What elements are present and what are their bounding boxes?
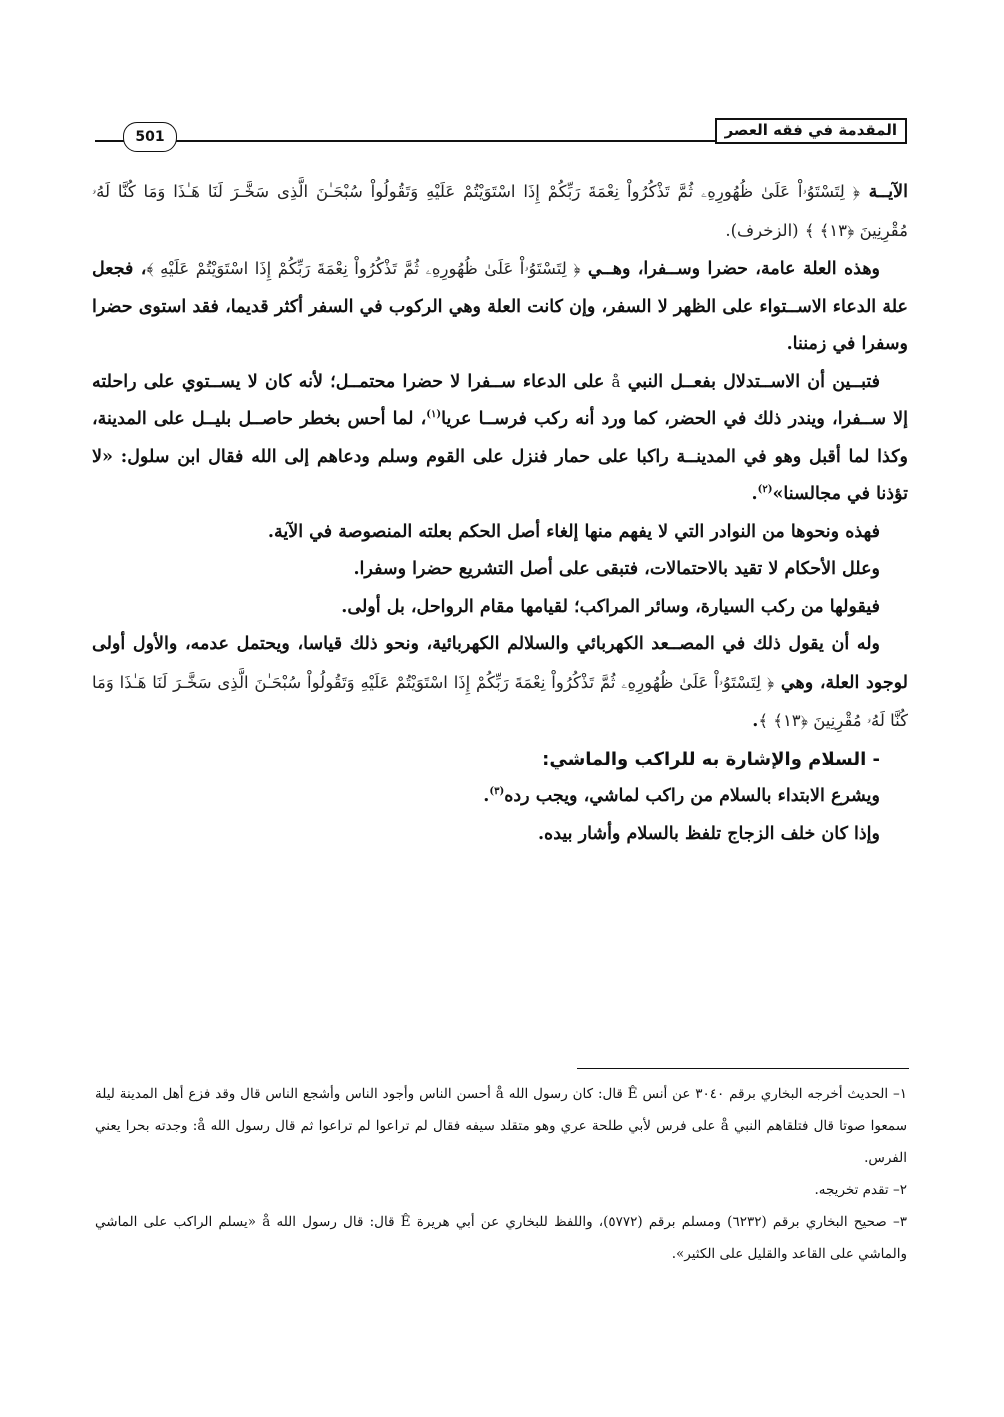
salutation-symbol: å <box>495 1086 504 1102</box>
header-title: المقدمة في فقه العصر <box>715 118 907 144</box>
footnote-3 <box>95 1206 907 1270</box>
paragraph-glass: وإذا كان خلف الزجاج تلفظ بالسلام وأشار بيده. <box>537 823 880 844</box>
paragraph-general-cause <box>92 250 908 364</box>
footnote-text: قال: كان رسول الله <box>508 1086 623 1102</box>
paragraph-rulings: وعلل الأحكام لا تقيد بالاحتمالات، فتبقى على أصل التشريع حضرا وسفرا. <box>353 559 880 579</box>
footnote-2: ٢– تقدم تخريجه. <box>814 1182 907 1198</box>
paragraph-text: . <box>752 711 759 731</box>
honorific-symbol: Ê <box>627 1086 638 1102</box>
salutation-symbol: å <box>197 1118 206 1134</box>
salutation-symbol: å <box>720 1118 729 1134</box>
footnote-ref-1[interactable]: (١) <box>426 409 442 421</box>
footnote-ref-2[interactable]: (٢) <box>757 484 773 496</box>
footnote-text: ١– الحديث أخرجه البخاري برقم ٣٠٤٠ عن أنس <box>642 1086 907 1102</box>
surah-reference: (الزخرف). <box>725 220 799 240</box>
footnote-text: : وجدته بحرا يعني الفرس. <box>95 1118 907 1166</box>
quran-verse: ﴿ لِتَسْتَوُۥاْ عَلَىٰ ظُهُورِهِۦ ثُمَّ تَذْكُرُواْ نِعْمَةَ رَبِّكُمْ إِذَا اسْتَوَيْتُمْ عَلَيْهِ ﴾ <box>146 259 581 278</box>
paragraph-text: وهذه العلة عامة، حضرا وســفرا، وهــي <box>587 259 880 279</box>
paragraph-elevator <box>92 626 908 741</box>
paragraph-text: على الدعاء ســفرا لا حضرا محتمــل؛ لأنه كان لا يســتوي على راحلته إلا ســفرا، ويندر ذلك في الحضر، كما ورد أنه ركب فرســا عريا <box>92 371 908 429</box>
paragraph-text: . <box>751 484 758 504</box>
paragraph-greeting <box>92 778 908 816</box>
paragraph-text: . <box>483 786 490 806</box>
verse-lead: الآيــة <box>868 182 908 202</box>
footnote-text: أحسن الناس وأجود الناس وأشجع الناس قال وقد فزع أهل المدينة ليلة سمعوا صوتا قال فتلقاهم النبي <box>95 1086 908 1134</box>
paragraph-rare-cases: فهذه ونحوها من النوادر التي لا يفهم منها إلغاء أصل الحكم بعلته المنصوصة في الآية. <box>267 521 880 542</box>
section-heading: - السلام والإشارة به للراكب والماشي: <box>542 748 880 770</box>
paragraph-text: وله أن يقول ذلك في المصــعد الكهربائي والسلالم الكهربائية، ونحو ذلك قياسا، ويحتمل عدمه، والأول أولى لوجود العلة، وهي <box>92 634 909 693</box>
salutation-symbol: å <box>611 372 621 391</box>
footnotes <box>95 1078 907 1270</box>
footnote-text: «يسلم الراكب على الماشي والماشي على القاعد والقليل على الكثير». <box>95 1214 907 1262</box>
quran-verse: ﴿ لِتَسْتَوُۥاْ عَلَىٰ ظُهُورِهِۦ ثُمَّ تَذْكُرُواْ نِعْمَةَ رَبِّكُمْ إِذَا اسْتَوَيْتُمْ عَلَيْهِ وَتَقُولُواْ سُبْحَـٰنَ الَّذِى سَخَّـرَ لَنَا هَـٰذَا وَمَا كُنَّا لَهُۥ مُقْرِنِينَ ﴿١٣﴾ ﴾ <box>92 672 908 730</box>
paragraph-text: ويشرع الابتداء بالسلام من راكب لماشي، ويجب رده <box>504 786 880 806</box>
paragraph-text: ، فجعل علة الدعاء الاســتواء على الظهر لا السفر، وإن كانت العلة وهي الركوب في السفر أكثر قديما، فقد استوى حضرا وسفرا في زمننا. <box>92 259 908 354</box>
footnote-text: على فرس لأبي طلحة عري وهو متقلد سيفه فقال لم تراعوا لم تراعوا ثم قال رسول الله <box>210 1118 716 1134</box>
honorific-symbol: Ê <box>400 1214 411 1230</box>
footnote-ref-3[interactable]: (٣) <box>489 786 505 798</box>
paragraph-prophet-practice <box>92 364 908 514</box>
paragraph-text: فتبــين أن الاســتدلال بفعــل النبي <box>627 371 880 392</box>
paragraph-vehicles: فيقولها من ركب السيارة، وسائر المراكب؛ لقيامها مقام الرواحل، بل أولى. <box>341 596 880 617</box>
footnote-separator <box>577 1068 909 1069</box>
footnote-text: ٣– صحيح البخاري برقم (٦٢٣٢) ومسلم برقم (٥٧٧٢)، واللفظ للبخاري عن أبي هريرة <box>416 1214 907 1230</box>
salutation-symbol: å <box>262 1214 271 1230</box>
page-number: 501 <box>123 122 177 152</box>
main-text <box>92 173 908 853</box>
quran-verse: ﴿ لِتَسْتَوُۥاْ عَلَىٰ ظُهُورِهِۦ ثُمَّ تَذْكُرُواْ نِعْمَةَ رَبِّكُمْ إِذَا اسْتَوَيْتُمْ عَلَيْهِ وَتَقُولُواْ سُبْحَـٰنَ الَّذِى سَخَّـرَ لَنَا هَـٰذَا وَمَا كُنَّا لَهُۥ مُقْرِنِينَ ﴿١٣﴾ ﴾ <box>92 182 908 240</box>
footnote-text: قال: قال رسول الله <box>276 1214 395 1230</box>
paragraph-verse-intro <box>92 173 908 250</box>
paragraph-text: ، لما أحس بخطر حاصــل بليــل على المدينة، وكذا لما أقبل وهو في المدينــة راكبا على حمار فنزل على القوم وسلم ودعاهم إلى الله فقال ابن سلول: «لا تؤذنا في مجالسنا» <box>92 409 908 504</box>
running-header <box>95 118 907 152</box>
footnote-1 <box>95 1078 907 1174</box>
